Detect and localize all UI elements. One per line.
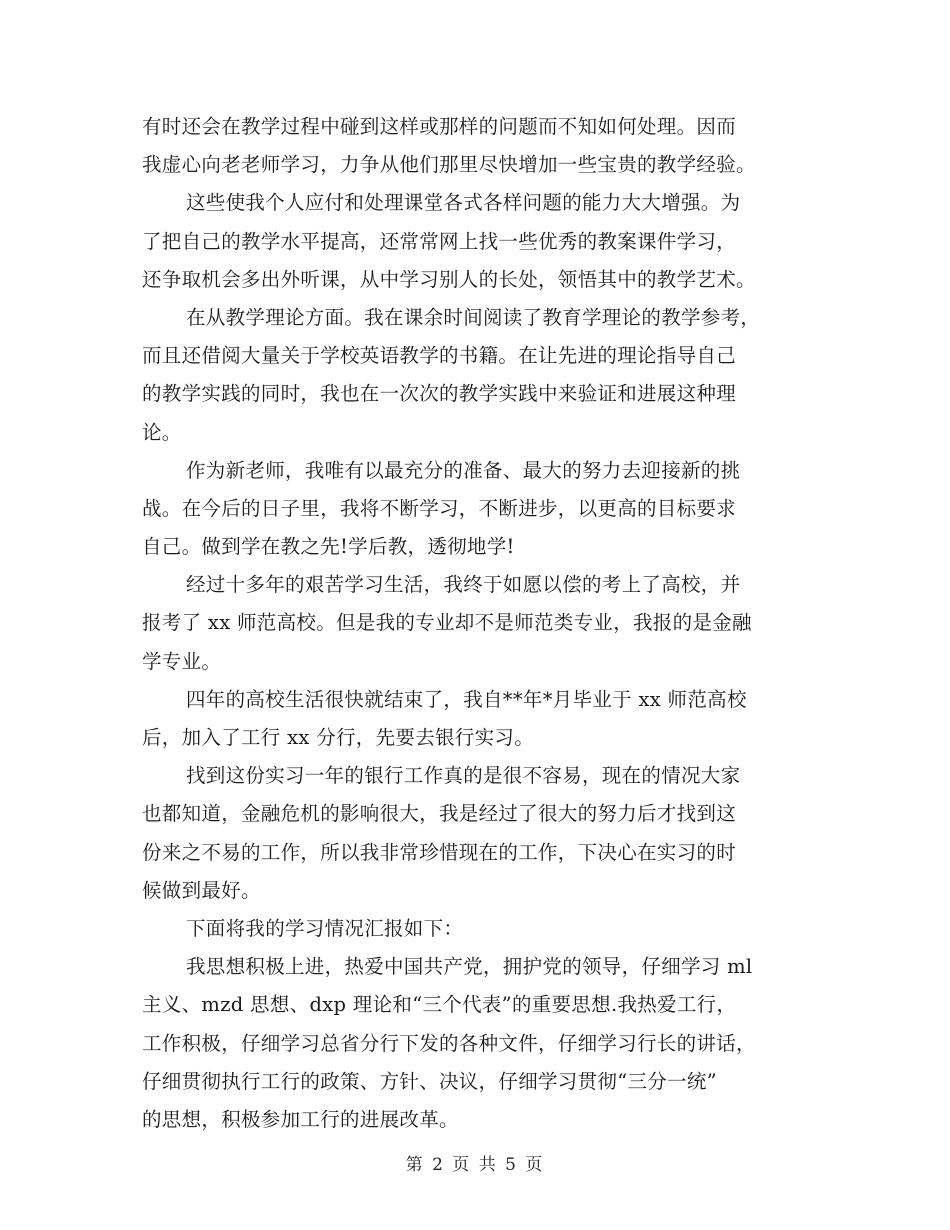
- text-line: 后，加入了工行 xx 分行，先要去银行实习。: [142, 726, 534, 749]
- text-line: 的教学实践的同时，我也在一次次的教学实践中来验证和进展这种理: [142, 382, 737, 406]
- text-line: 找到这份实习一年的银行工作真的是很不容易，现在的情况大家: [186, 764, 741, 788]
- text-line: 报考了 xx 师范高校。但是我的专业却不是师范类专业，我报的是金融: [142, 611, 752, 635]
- text-line: 了把自己的教学水平提高，还常常网上找一些优秀的教案课件学习，: [142, 229, 737, 253]
- document-body: [142, 108, 812, 1139]
- text-line: 工作积极，仔细学习总省分行下发的各种文件，仔细学习行长的讲话，: [142, 1031, 756, 1055]
- text-line: 自己。做到学在教之先!学后教，透彻地学!: [142, 535, 515, 559]
- text-line: 我虚心向老老师学习，力争从他们那里尽快增加一些宝贵的教学经验。: [142, 153, 756, 177]
- text-line: 下面将我的学习情况汇报如下：: [186, 916, 464, 940]
- text-line: 我思想积极上进，热爱中国共产党，拥护党的领导，仔细学习 ml: [186, 955, 753, 979]
- text-line: 而且还借阅大量关于学校英语教学的书籍。在让先进的理论指导自己: [142, 344, 737, 368]
- text-line: 论。: [142, 420, 182, 444]
- page-number-footer: 第 2 页 共 5 页: [405, 1155, 545, 1175]
- text-line: 主义、mzd 思想、dxp 理论和“三个代表”的重要思想.我热爱工行，: [142, 993, 737, 1017]
- text-line: 份来之不易的工作，所以我非常珍惜现在的工作，下决心在实习的时: [142, 840, 737, 864]
- text-line: 战。在今后的日子里，我将不断学习，不断进步，以更高的目标要求: [142, 496, 737, 520]
- text-line: 还争取机会多出外听课，从中学习别人的长处，领悟其中的教学艺术。: [142, 267, 756, 291]
- text-line: 在从教学理论方面。我在课余时间阅读了教育学理论的教学参考，: [186, 305, 761, 329]
- text-line: 学专业。: [142, 649, 222, 673]
- text-line: 四年的高校生活很快就结束了，我自**年*月毕业于 xx 师范高校: [186, 687, 747, 711]
- text-line: 仔细贯彻执行工行的政策、方针、决议，仔细学习贯彻“三分一统”: [142, 1069, 717, 1093]
- text-line: 有时还会在教学过程中碰到这样或那样的问题而不知如何处理。因而: [142, 115, 737, 138]
- text-line: 也都知道，金融危机的影响很大，我是经过了很大的努力后才找到这: [142, 802, 737, 826]
- text-line: 的思想，积极参加工行的进展改革。: [142, 1107, 459, 1131]
- text-line: 候做到最好。: [142, 878, 261, 902]
- text-line: 经过十多年的艰苦学习生活，我终于如愿以偿的考上了高校，并: [186, 573, 741, 597]
- text-line: 这些使我个人应付和处理课堂各式各样问题的能力大大增强。为: [186, 191, 741, 215]
- text-line: 作为新老师，我唯有以最充分的准备、最大的努力去迎接新的挑: [186, 458, 741, 482]
